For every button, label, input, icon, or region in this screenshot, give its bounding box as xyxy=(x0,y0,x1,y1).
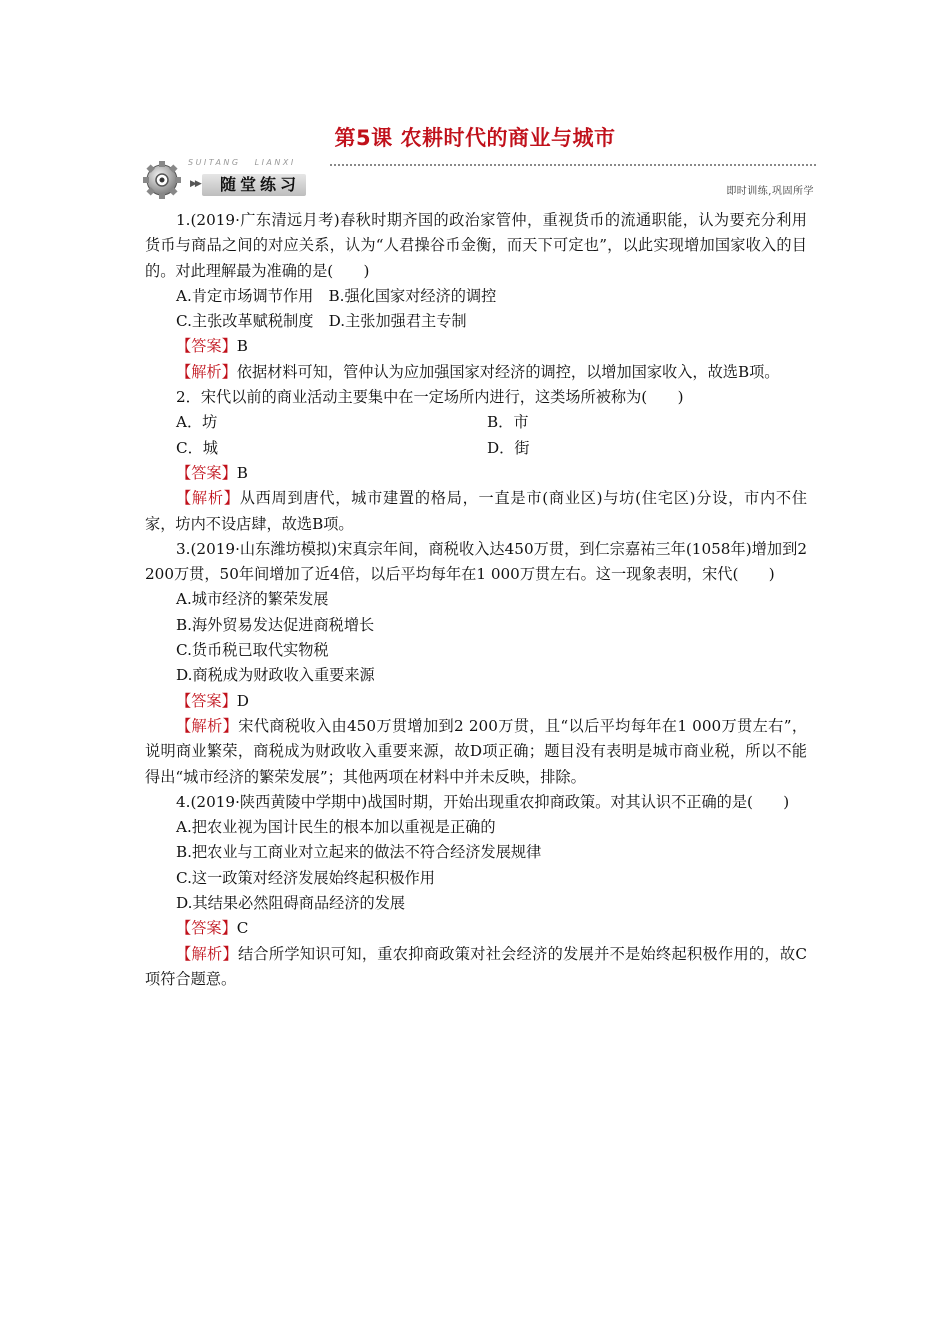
gear-icon xyxy=(140,156,184,200)
banner-subtitle-en: SUITANG LIANXI xyxy=(188,158,296,167)
question-4-answer: 【答案】C xyxy=(176,919,249,938)
answer-tag: 【答案】 xyxy=(176,691,237,710)
question-4-option-d: D.其结果必然阻碍商品经济的发展 xyxy=(176,894,406,913)
analysis-tag: 【解析】 xyxy=(176,716,239,735)
question-4-option-a: A.把农业视为国计民生的根本加以重视是正确的 xyxy=(176,818,496,837)
question-4-stem: 4.(2019·陕西黄陵中学期中)战国时期，开始出现重农抑商政策。对其认识不正确的是( ) xyxy=(176,792,790,811)
question-2-options-ab: A．坊 B．市 xyxy=(176,413,529,432)
question-2-stem: 2．宋代以前的商业活动主要集中在一定场所内进行，这类场所被称为( ) xyxy=(176,388,684,407)
analysis-tag: 【解析】 xyxy=(176,489,240,508)
banner-slogan: 即时训练,巩固所学 xyxy=(726,186,814,197)
page-title: 第5课 农耕时代的商业与城市 xyxy=(334,126,616,150)
question-1-answer: 【答案】B xyxy=(176,337,248,356)
question-4-option-c: C.这一政策对经济发展始终起积极作用 xyxy=(176,868,435,887)
section-banner xyxy=(140,156,816,200)
analysis-tag: 【解析】 xyxy=(176,362,237,381)
question-2-options-cd: C．城 D．街 xyxy=(176,438,530,457)
question-3-option-d: D.商税成为财政收入重要来源 xyxy=(176,666,375,685)
question-3-analysis: 【解析】宋代商税收入由450万贯增加到2 200万贯，且“以后平均每年在1 000万贯左右”，说明商业繁荣，商税成为财政收入重要来源，故D项正确；题目没有表明是城市商业税，所以不能得出“城市经济的繁荣发展”；其他两项在材料中并未反映，排除。 xyxy=(145,716,808,786)
dotted-rule xyxy=(330,164,816,166)
question-3-answer: 【答案】D xyxy=(176,691,249,710)
arrow-icon: ▶▶ xyxy=(190,179,200,189)
question-2-analysis: 【解析】从西周到唐代，城市建置的格局，一直是市(商业区)与坊(住宅区)分设，市内不住家，坊内不设店肆，故选B项。 xyxy=(145,489,808,533)
question-3-stem: 3.(2019·山东潍坊模拟)宋真宗年间，商税收入达450万贯，到仁宗嘉祐三年(1058年)增加到2 200万贯，50年间增加了近4倍，以后平均每年在1 000万贯左右。这一现象表明，宋代( ) xyxy=(145,539,807,584)
question-1-analysis: 【解析】依据材料可知，管仲认为应加强国家对经济的调控，以增加国家收入，故选B项。 xyxy=(176,362,780,381)
question-1-options-cd: C.主张改革赋税制度 D.主张加强君主专制 xyxy=(176,312,467,331)
section-label: 随堂练习 xyxy=(202,174,306,196)
question-1-options-ab: A.肯定市场调节作用 B.强化国家对经济的调控 xyxy=(176,286,497,305)
question-4-analysis: 【解析】结合所学知识可知，重农抑商政策对社会经济的发展并不是始终起积极作用的，故C项符合题意。 xyxy=(145,944,807,988)
question-list xyxy=(145,208,807,992)
answer-tag: 【答案】 xyxy=(176,463,237,482)
question-3-option-c: C.货币税已取代实物税 xyxy=(176,641,329,660)
answer-tag: 【答案】 xyxy=(176,337,237,356)
question-3-option-a: A.城市经济的繁荣发展 xyxy=(176,590,329,609)
analysis-tag: 【解析】 xyxy=(176,944,238,963)
question-1-stem: 1.(2019·广东清远月考)春秋时期齐国的政治家管仲，重视货币的流通职能，认为要充分利用货币与商品之间的对应关系，认为“人君操谷币金衡，而天下可定也”，以此实现增加国家收入的目的。对此理解最为准确的是( ) xyxy=(145,211,807,280)
question-2-answer: 【答案】B xyxy=(176,463,248,482)
answer-tag: 【答案】 xyxy=(176,919,237,938)
question-4-option-b: B.把农业与工商业对立起来的做法不符合经济发展规律 xyxy=(176,843,542,862)
question-3-option-b: B.海外贸易发达促进商税增长 xyxy=(176,615,375,634)
